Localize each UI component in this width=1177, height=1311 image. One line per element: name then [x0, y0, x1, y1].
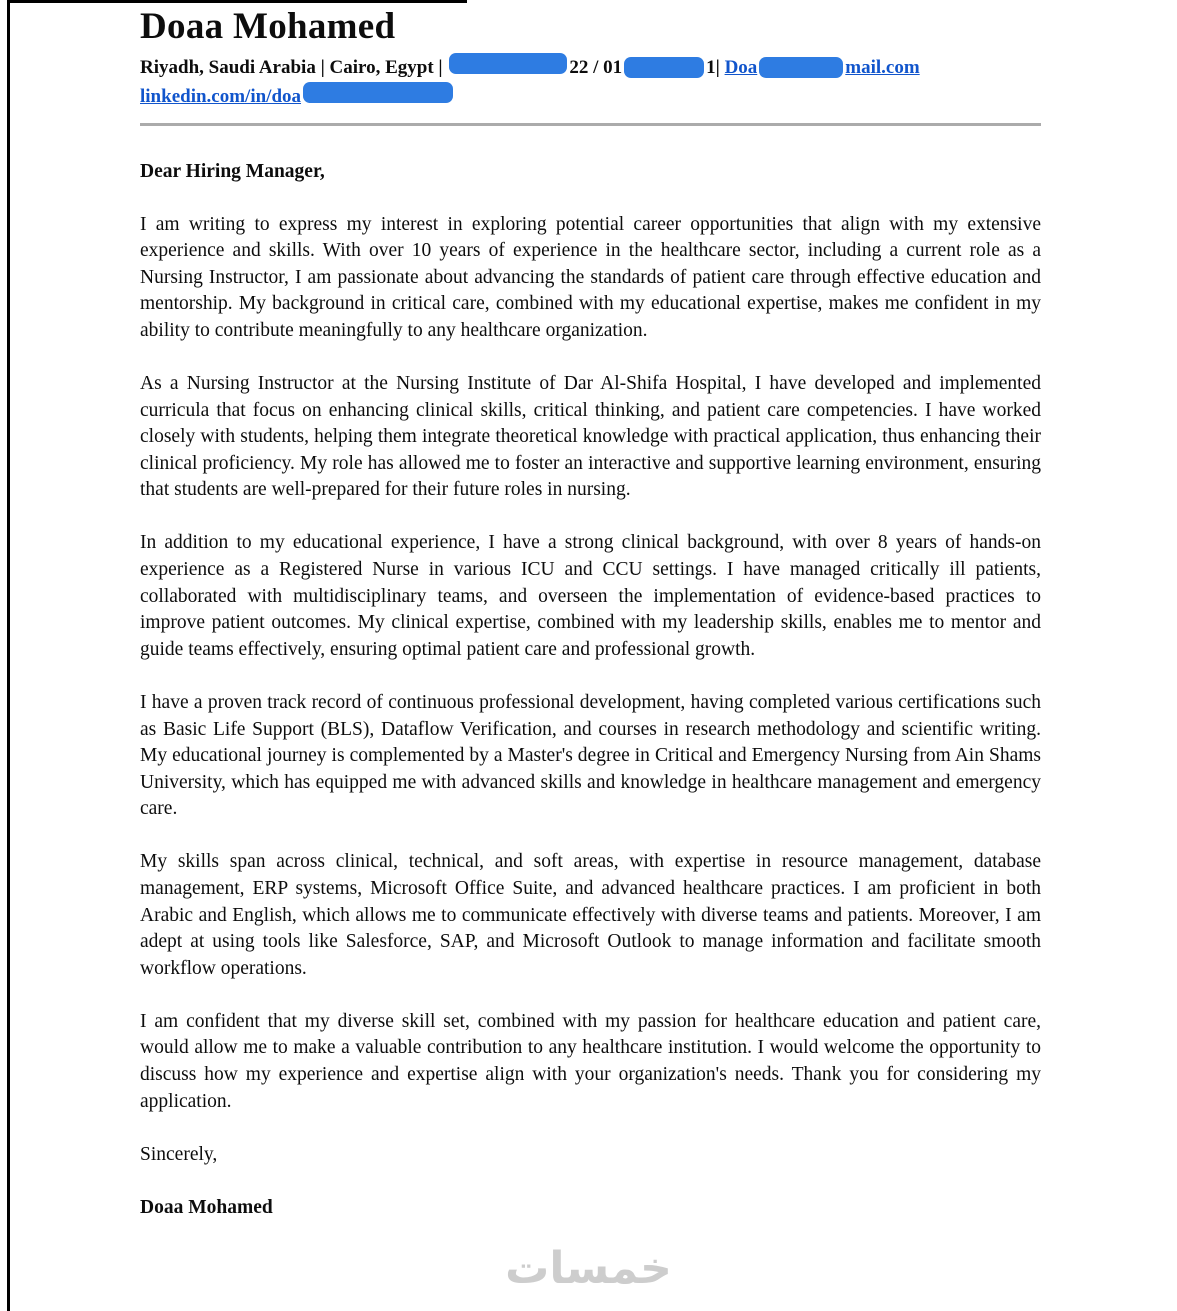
page-border-left: [7, 0, 10, 1311]
redaction-box: [759, 57, 843, 78]
body-paragraph: As a Nursing Instructor at the Nursing Institute of Dar Al-Shifa Hospital, I have developed and implemented curricula that focus on enhancing clinical skills, critical thinking, and patient care competencies. I have worked closely with students, helping them integrate theoretical knowledge with practical application, thus enhancing their clinical proficiency. My role has allowed me to foster an interactive and supportive learning environment, ensuring that students are well-prepared for their future roles in nursing.: [140, 372, 1041, 501]
letter-content: [140, 4, 1041, 1221]
body-paragraph: My skills span across clinical, technical, and soft areas, with expertise in resource management, database management, ERP systems, Microsoft Office Suite, and advanced healthcare practices. I am proficient in both Arabic and English, which allows me to communicate effectively with diverse teams and patients. Moreover, I am adept at using tools like Salesforce, SAP, and Microsoft Outlook to manage information and facilitate smooth workflow operations.: [140, 851, 1041, 979]
body-paragraph: In addition to my educational experience, I have a strong clinical background, with over 8 years of hands-on experience as a Registered Nurse in various ICU and CCU settings. I have managed critically ill patients, collaborated with multidisciplinary teams, and overseen the implementation of evidence-based practices to improve patient outcomes. My clinical expertise, combined with my leadership skills, enables me to mentor and guide teams effectively, ensuring optimal patient care and professional growth.: [140, 532, 1041, 660]
contact-text: Riyadh, Saudi Arabia | Cairo, Egypt |: [140, 57, 448, 78]
signature-name: Doaa Mohamed: [140, 1196, 273, 1218]
khamsat-watermark: خمسات: [505, 1243, 672, 1294]
page-border-top: [7, 0, 467, 3]
contact-link[interactable]: mail.com: [845, 57, 920, 78]
redaction-box: [449, 53, 567, 74]
letter-body: [140, 212, 1041, 1116]
contact-link[interactable]: Doa: [724, 57, 758, 78]
contact-line-2: [140, 82, 1041, 111]
contact-text: 1|: [706, 57, 725, 78]
closing: Sincerely,: [140, 1143, 218, 1165]
contact-info: [140, 53, 1041, 111]
header-divider: [140, 123, 1041, 126]
redaction-box: [624, 57, 704, 78]
contact-text: 22 / 01: [569, 57, 623, 78]
body-paragraph: I have a proven track record of continuous professional development, having completed various certifications such as Basic Life Support (BLS), Dataflow Verification, and courses in research methodology and scientific writing. My educational journey is complemented by a Master's degree in Critical and Emergency Nursing from Ain Shams University, which has equipped me with advanced skills and knowledge in healthcare management and emergency care.: [140, 691, 1041, 820]
applicant-name-heading: Doaa Mohamed: [140, 6, 396, 47]
contact-link[interactable]: linkedin.com/in/doa: [140, 86, 302, 107]
body-paragraph: I am confident that my diverse skill set, combined with my passion for healthcare education and patient care, would allow me to make a valuable contribution to any healthcare institution. I would welcome the opportunity to discuss how my experience and expertise align with your organization's needs. Thank you for considering my application.: [140, 1010, 1041, 1112]
body-paragraph: I am writing to express my interest in exploring potential career opportunities that align with my extensive experience and skills. With over 10 years of experience in the healthcare sector, including a current role as a Nursing Instructor, I am passionate about advancing the standards of patient care through effective education and mentorship. My background in critical care, combined with my educational expertise, makes me confident in my ability to contribute meaningfully to any healthcare organization.: [140, 213, 1041, 341]
redaction-box: [303, 82, 453, 103]
greeting: Dear Hiring Manager,: [140, 161, 325, 182]
redacted-segment: [449, 54, 567, 78]
redacted-segment: [303, 83, 453, 107]
contact-line-1: [140, 53, 1041, 82]
